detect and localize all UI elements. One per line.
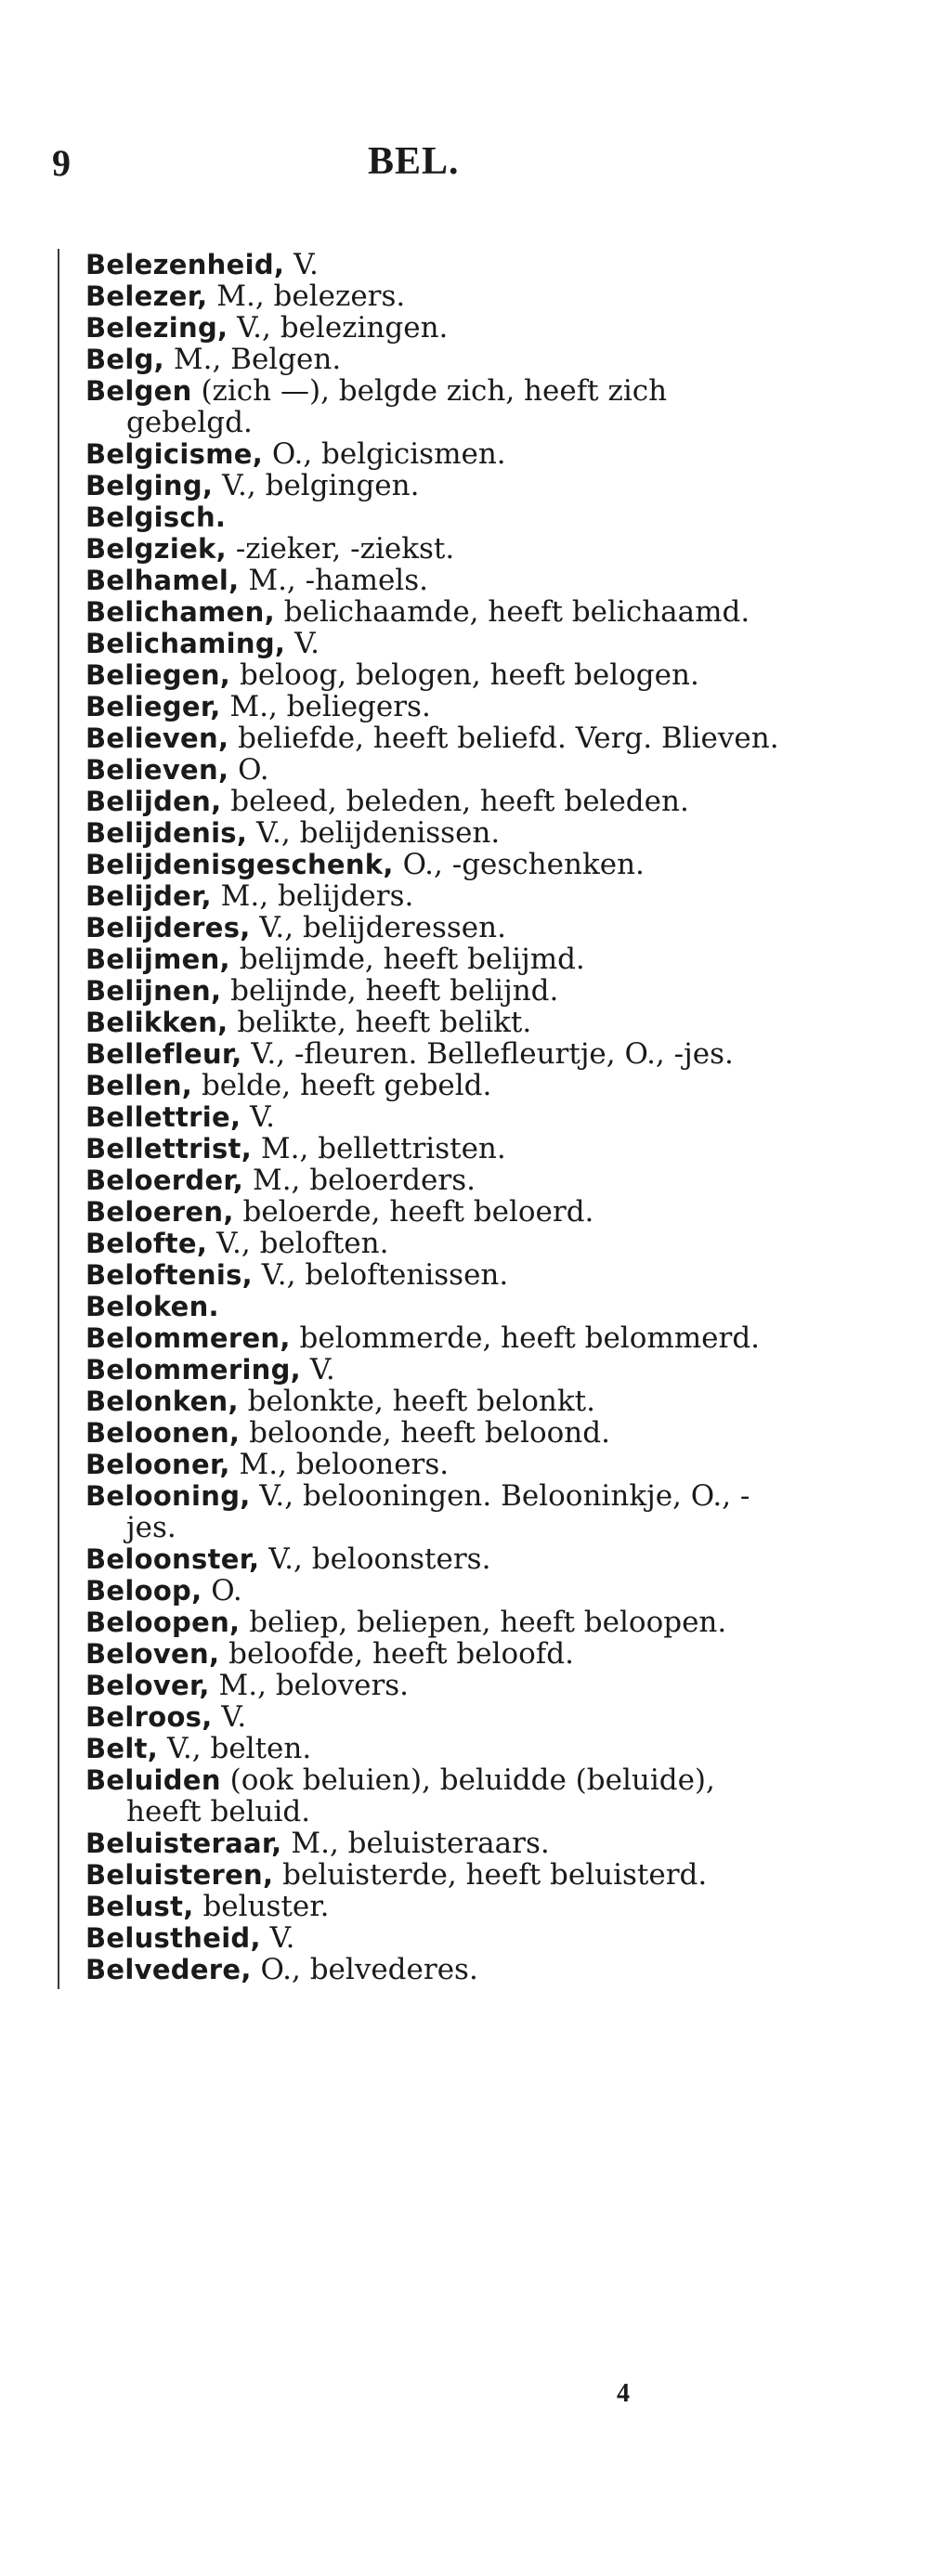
entry-headword: Belezenheid,	[85, 249, 285, 280]
entry-headword: Beliegen,	[85, 659, 231, 691]
entry-headword: Beloeren,	[85, 1196, 234, 1228]
entry-definition: beloerde, heeft beloerd.	[233, 1195, 594, 1229]
dictionary-entry	[85, 691, 782, 722]
dictionary-entry	[85, 1543, 782, 1575]
entry-definition: O., belgicismen.	[263, 437, 506, 471]
entry-headword: Belofte,	[85, 1228, 208, 1259]
entry-definition: M., beluisteraars.	[281, 1827, 550, 1860]
entry-definition: M., belooners.	[229, 1448, 450, 1481]
entry-definition: O.	[202, 1574, 242, 1607]
entry-headword: Bellen,	[85, 1070, 193, 1101]
running-head: BEL.	[368, 140, 460, 183]
entry-headword: Belgisch.	[85, 501, 227, 533]
entry-headword: Beloop,	[85, 1575, 202, 1607]
page-number: 9	[52, 142, 71, 184]
dictionary-entry	[85, 786, 782, 817]
entry-headword: Belustheid,	[85, 1922, 261, 1954]
dictionary-entry	[85, 280, 782, 312]
dictionary-entry	[85, 1133, 782, 1164]
dictionary-entry	[85, 533, 782, 565]
entry-headword: Belgen	[85, 375, 192, 407]
entry-headword: Belijmen,	[85, 943, 230, 975]
entry-definition: M., beliegers.	[220, 690, 431, 723]
entry-headword: Bellettrist,	[85, 1133, 253, 1164]
dictionary-entry	[85, 943, 782, 975]
entry-definition: M., beloerders.	[243, 1164, 476, 1197]
column-rule	[58, 249, 59, 1989]
entry-definition: V., beloonsters.	[259, 1542, 491, 1576]
entry-headword: Belvedere,	[85, 1954, 252, 1985]
entry-headword: Belijden,	[85, 786, 222, 817]
dictionary-entry	[85, 1670, 782, 1701]
entry-definition: V., belten.	[158, 1732, 312, 1765]
entry-definition: V.	[241, 1100, 275, 1134]
entry-definition: beluisterde, heeft beluisterd.	[273, 1858, 708, 1892]
entry-headword: Beloftenis,	[85, 1259, 253, 1291]
entry-definition: M., belezers.	[207, 280, 406, 313]
entry-definition: V., belezingen.	[228, 311, 449, 345]
entry-headword: Belroos,	[85, 1701, 213, 1733]
entry-definition: beliefde, heeft beliefd. Verg. Blieven.	[228, 722, 779, 755]
entry-headword: Belieger,	[85, 691, 221, 722]
entry-definition: belijmde, heeft belijmd.	[229, 943, 585, 976]
dictionary-entries	[85, 249, 782, 1985]
dictionary-entry	[85, 1733, 782, 1764]
dictionary-entry	[85, 470, 782, 501]
entry-definition: V.	[301, 1353, 335, 1386]
entry-headword: Belichamen,	[85, 596, 275, 628]
entry-definition: M., belovers.	[209, 1669, 410, 1702]
entry-definition: M., Belgen.	[164, 343, 342, 376]
entry-headword: Beloonster,	[85, 1543, 260, 1575]
entry-definition: V.	[260, 1921, 295, 1955]
entry-definition: V., belijderessen.	[250, 911, 506, 944]
entry-headword: Belommeren,	[85, 1322, 291, 1354]
dictionary-entry	[85, 1354, 782, 1386]
dictionary-entry	[85, 975, 782, 1007]
entry-definition: belikte, heeft belikt.	[228, 1006, 532, 1039]
entry-definition: beliep, beliepen, heeft beloopen.	[240, 1606, 727, 1639]
entry-definition: beloog, belogen, heeft belogen.	[230, 658, 699, 692]
dictionary-entry	[85, 1607, 782, 1638]
entry-definition: M., -hamels.	[239, 564, 428, 597]
dictionary-entry	[85, 849, 782, 880]
dictionary-entry	[85, 375, 782, 438]
entry-headword: Belust,	[85, 1891, 194, 1922]
entry-headword: Beloonen,	[85, 1417, 241, 1449]
dictionary-entry	[85, 1449, 782, 1480]
entry-definition: V., beloften.	[207, 1227, 389, 1260]
entry-headword: Beloven,	[85, 1638, 220, 1670]
entry-headword: Belijdenisgeschenk,	[85, 849, 394, 880]
entry-headword: Bellefleur,	[85, 1038, 242, 1070]
dictionary-entry	[85, 1575, 782, 1607]
entry-definition: M., bellettristen.	[252, 1132, 506, 1165]
entry-headword: Belichaming,	[85, 628, 286, 659]
dictionary-entry	[85, 1101, 782, 1133]
entry-headword: Belooner,	[85, 1449, 230, 1480]
entry-headword: Beluiden	[85, 1764, 221, 1796]
dictionary-entry	[85, 1764, 782, 1828]
entry-definition: V., -fleuren. Bellefleurtje, O., -jes.	[241, 1037, 734, 1071]
entry-headword: Belijder,	[85, 880, 212, 912]
entry-headword: Beloopen,	[85, 1607, 241, 1638]
entry-headword: Belging,	[85, 470, 214, 501]
dictionary-entry	[85, 249, 782, 280]
entry-headword: Belonken,	[85, 1386, 239, 1417]
entry-definition: belommerde, heeft belommerd.	[290, 1321, 761, 1355]
entry-headword: Belg,	[85, 344, 164, 375]
entry-headword: Belijdenis,	[85, 817, 248, 849]
entry-headword: Belover,	[85, 1670, 210, 1701]
entry-headword: Believen,	[85, 754, 229, 786]
dictionary-entry	[85, 1859, 782, 1891]
dictionary-entry	[85, 596, 782, 628]
dictionary-entry	[85, 1228, 782, 1259]
entry-definition: -zieker, -ziekst.	[226, 532, 455, 566]
entry-definition: belijnde, heeft belijnd.	[221, 974, 559, 1008]
entry-definition: O.	[228, 753, 269, 787]
dictionary-entry	[85, 1386, 782, 1417]
dictionary-entry	[85, 754, 782, 786]
dictionary-entry	[85, 817, 782, 849]
entry-definition: (ook beluien), beluidde (beluide), heeft beluid.	[126, 1763, 715, 1828]
entry-definition: V., belgingen.	[213, 469, 420, 502]
entry-headword: Belt,	[85, 1733, 159, 1764]
entry-definition: V., belijdenissen.	[247, 816, 501, 850]
entry-definition: V.	[284, 248, 319, 281]
entry-headword: Beloerder,	[85, 1164, 244, 1196]
dictionary-entry	[85, 1480, 782, 1543]
dictionary-entry	[85, 1259, 782, 1291]
dictionary-entry	[85, 1701, 782, 1733]
signature-mark: 4	[617, 2379, 630, 2408]
entry-definition: O., -geschenken.	[393, 848, 645, 881]
entry-headword: Belijnen,	[85, 975, 222, 1007]
entry-definition: V.	[212, 1700, 247, 1734]
entry-definition: V., beloftenissen.	[252, 1258, 509, 1292]
dictionary-entry	[85, 438, 782, 470]
dictionary-entry	[85, 1828, 782, 1859]
dictionary-entry	[85, 1891, 782, 1922]
dictionary-entry	[85, 1164, 782, 1196]
entry-headword: Believen,	[85, 722, 229, 754]
dictionary-entry	[85, 1417, 782, 1449]
dictionary-entry	[85, 1038, 782, 1070]
dictionary-entry	[85, 880, 782, 912]
dictionary-entry	[85, 659, 782, 691]
dictionary-entry	[85, 912, 782, 943]
dictionary-entry	[85, 1922, 782, 1954]
entry-definition: beloonde, heeft beloond.	[240, 1416, 610, 1450]
dictionary-entry	[85, 1196, 782, 1228]
entry-definition: belonkte, heeft belonkt.	[238, 1385, 595, 1418]
dictionary-entry	[85, 1954, 782, 1985]
entry-definition: beleed, beleden, heeft beleden.	[221, 785, 689, 818]
dictionary-entry	[85, 1070, 782, 1101]
entry-headword: Belezing,	[85, 312, 228, 344]
entry-headword: Belikken,	[85, 1007, 228, 1038]
entry-definition: beloofde, heeft beloofd.	[219, 1637, 574, 1671]
entry-headword: Beloken.	[85, 1291, 219, 1322]
entry-headword: Belezer,	[85, 280, 208, 312]
entry-headword: Belgicisme,	[85, 438, 264, 470]
dictionary-entry	[85, 565, 782, 596]
dictionary-entry	[85, 628, 782, 659]
entry-definition: belde, heeft gebeld.	[192, 1069, 492, 1102]
dictionary-entry	[85, 1322, 782, 1354]
entry-definition: V.	[285, 627, 320, 660]
entry-headword: Beluisteraar,	[85, 1828, 282, 1859]
dictionary-entry	[85, 1291, 782, 1322]
entry-headword: Belgziek,	[85, 533, 227, 565]
entry-definition: beluster.	[193, 1890, 330, 1923]
entry-definition: O., belvederes.	[251, 1953, 478, 1986]
entry-headword: Belommering,	[85, 1354, 302, 1386]
dictionary-entry	[85, 344, 782, 375]
entry-headword: Belijderes,	[85, 912, 251, 943]
entry-headword: Belhamel,	[85, 565, 240, 596]
entry-headword: Belooning,	[85, 1480, 251, 1512]
entry-definition: M., belijders.	[211, 879, 414, 913]
entry-headword: Bellettrie,	[85, 1101, 241, 1133]
dictionary-entry	[85, 1007, 782, 1038]
dictionary-entry	[85, 1638, 782, 1670]
dictionary-entry	[85, 501, 782, 533]
entry-definition: V., belooningen. Belooninkje, O., -jes.	[126, 1479, 750, 1544]
dictionary-entry	[85, 312, 782, 344]
entry-headword: Beluisteren,	[85, 1859, 274, 1891]
dictionary-entry	[85, 722, 782, 754]
entry-definition: (zich —), belgde zich, heeft zich gebelgd.	[126, 374, 668, 439]
entry-definition: belichaamde, heeft belichaamd.	[274, 595, 750, 629]
